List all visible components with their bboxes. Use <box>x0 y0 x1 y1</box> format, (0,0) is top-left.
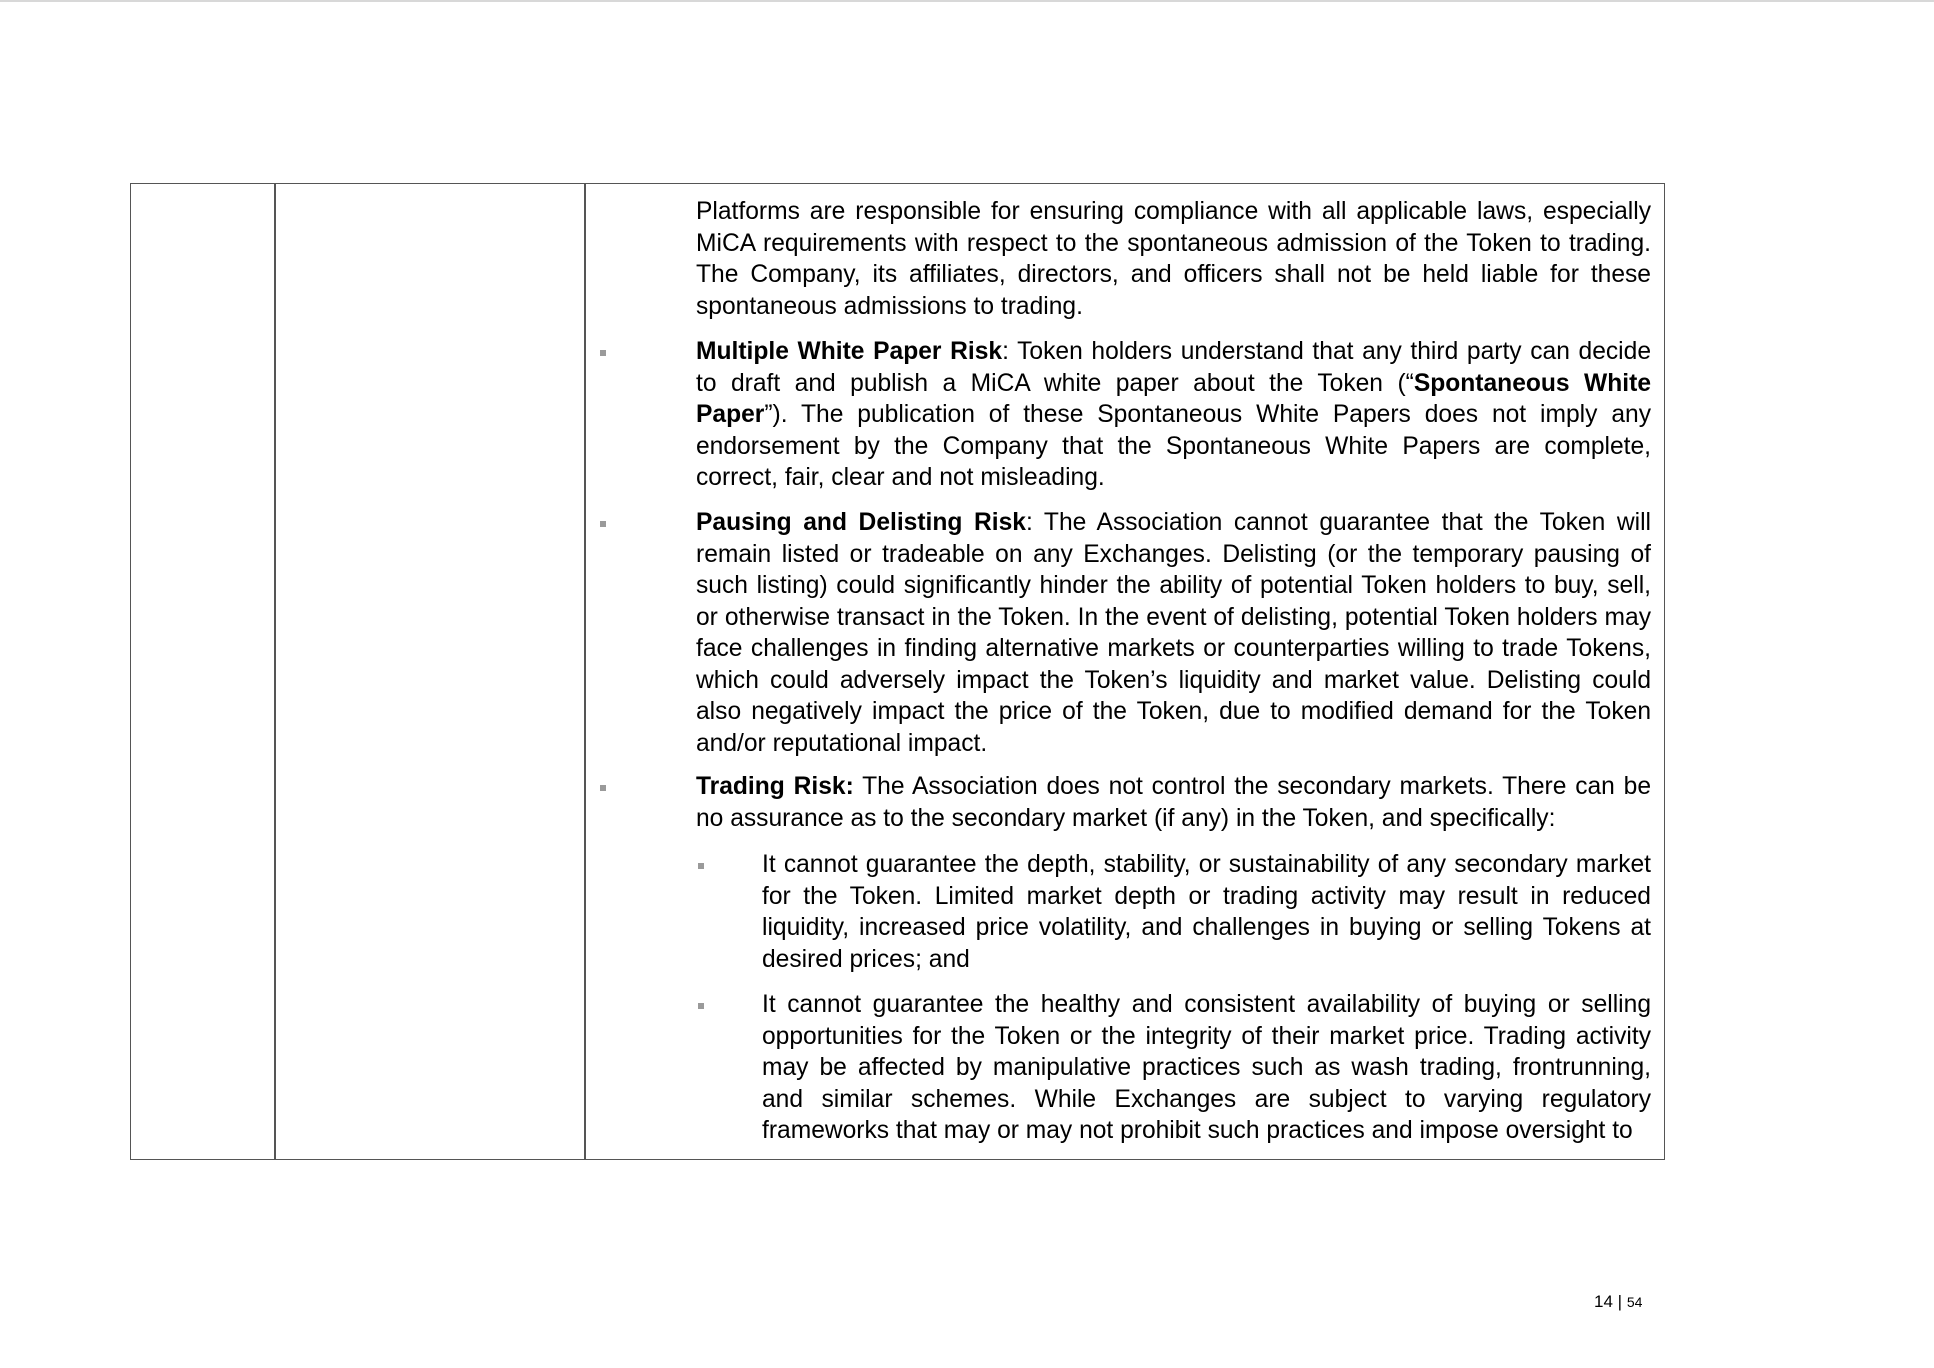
risk-heading: Multiple White Paper Risk <box>696 338 1003 365</box>
risk-heading: Trading Risk: <box>696 773 854 800</box>
page-current: 14 <box>1594 1292 1613 1311</box>
bullet-icon <box>600 521 606 527</box>
bullet-icon <box>600 350 606 356</box>
page-number <box>1594 1292 1642 1312</box>
page-separator: | <box>1617 1292 1623 1311</box>
defined-term: Spontaneous White Paper <box>696 369 1651 428</box>
risk-trading: Trading Risk: The Association does not control the secondary markets. There can be no assurance as to the secondary market (if any) in the Token, and specifically: <box>696 773 1651 832</box>
sub-bullet-icon <box>698 863 704 869</box>
risk-multiple-white-paper: Multiple White Paper Risk: Token holders understand that any third party can decide to draft and publish a MiCA white paper about the Token (“Spontaneous White Paper”). The publication of these Spontaneous White Papers does not imply any endorsement by the Company that the Spontaneous White Papers are complete, correct, fair, clear and not misleading. <box>696 338 1651 491</box>
page-top-edge <box>0 0 1934 2</box>
page-total: 54 <box>1626 1294 1643 1310</box>
sub-bullet-icon <box>698 1003 704 1009</box>
trading-sub-item-1: It cannot guarantee the depth, stability, or sustainability of any secondary market for the Token. Limited market depth or trading activity may result in reduced liquidity, increased price volatility, and challenges in buying or selling Tokens at desired prices; and <box>762 851 1651 973</box>
intro-paragraph: Platforms are responsible for ensuring compliance with all applicable laws, especially MiCA requirements with respect to the spontaneous admission of the Token to trading. The Company, its affiliates, directors, and officers shall not be held liable for these spontaneous admissions to trading. <box>696 198 1651 320</box>
risk-table <box>130 183 1665 1160</box>
trading-sub-item-2: It cannot guarantee the healthy and consistent availability of buying or selling opportunities for the Token or the integrity of their market price. Trading activity may be affected by manipulative practices such as wash trading, frontrunning, and similar schemes. While Exchanges are subject to varying regulatory frameworks that may or may not prohibit such practices and impose oversight to <box>762 991 1651 1144</box>
bullet-icon <box>600 785 606 791</box>
risk-pausing-delisting: Pausing and Delisting Risk: The Association cannot guarantee that the Token will remain listed or tradeable on any Exchanges. Delisting (or the temporary pausing of such listing) could significantly hinder the ability of potential Token holders to buy, sell, or otherwise transact in the Token. In the event of delisting, potential Token holders may face challenges in finding alternative markets or counterparties willing to trade Tokens, which could adversely impact the Token’s liquidity and market value. Delisting could also negatively impact the price of the Token, due to modified demand for the Token and/or reputational impact. <box>696 509 1651 757</box>
risk-description-cell <box>131 184 1664 1159</box>
risk-heading: Pausing and Delisting Risk <box>696 509 1026 536</box>
